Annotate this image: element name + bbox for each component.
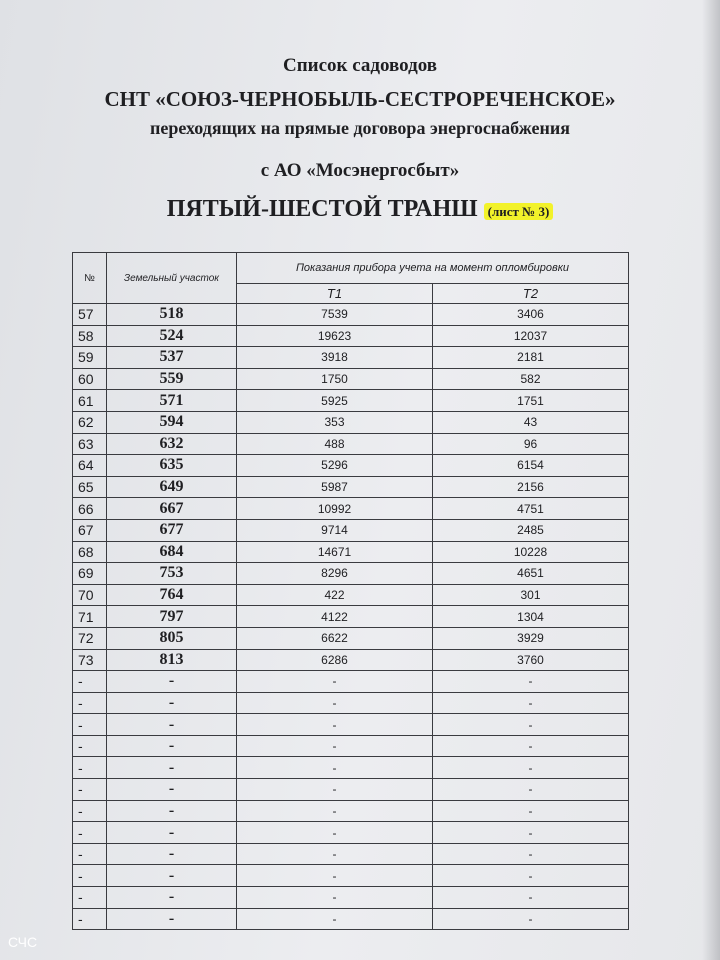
table-row (73, 411, 629, 433)
organization-name: СНТ «СОЮЗ-ЧЕРНОБЫЛЬ-СЕСТРОРЕЧЕНСКОЕ» (104, 87, 616, 111)
plot-number: 524 (107, 325, 237, 347)
plot-number: 684 (107, 541, 237, 563)
plot-number: 677 (107, 519, 237, 541)
reading-t2: - (433, 735, 629, 757)
row-number: - (73, 908, 107, 930)
plot-number: 813 (107, 649, 237, 671)
reading-t2: - (433, 714, 629, 736)
table-row (73, 606, 629, 628)
row-number: - (73, 779, 107, 801)
reading-t1: 7539 (237, 304, 433, 326)
plot-number: - (107, 908, 237, 930)
reading-t2: 1751 (433, 390, 629, 412)
row-number: 65 (73, 476, 107, 498)
reading-t1: - (237, 887, 433, 909)
table-row (73, 347, 629, 369)
table-row (73, 476, 629, 498)
reading-t1: - (237, 779, 433, 801)
plot-number: 649 (107, 476, 237, 498)
row-number: - (73, 843, 107, 865)
table-row (73, 455, 629, 477)
table-row (73, 563, 629, 585)
reading-t2: 4751 (433, 498, 629, 520)
table-row (73, 822, 629, 844)
watermark-text: СЧС (8, 934, 38, 950)
reading-t2: - (433, 843, 629, 865)
table-row (73, 433, 629, 455)
reading-t1: - (237, 908, 433, 930)
row-number: 63 (73, 433, 107, 455)
plot-number: - (107, 735, 237, 757)
reading-t2: 3406 (433, 304, 629, 326)
page-shadow-edge (702, 0, 720, 960)
table-row (73, 843, 629, 865)
table-row (73, 627, 629, 649)
readings-table (72, 252, 629, 930)
row-number: 60 (73, 368, 107, 390)
plot-number: - (107, 692, 237, 714)
plot-number: 667 (107, 498, 237, 520)
plot-number: 537 (107, 347, 237, 369)
reading-t2: 10228 (433, 541, 629, 563)
reading-t2: 96 (433, 433, 629, 455)
reading-t1: 8296 (237, 563, 433, 585)
row-number: - (73, 735, 107, 757)
row-number: - (73, 865, 107, 887)
reading-t1: 6286 (237, 649, 433, 671)
doc-title: Список садоводов (282, 55, 438, 76)
plot-number: 559 (107, 368, 237, 390)
reading-t2: - (433, 779, 629, 801)
reading-t1: - (237, 865, 433, 887)
row-number: 62 (73, 411, 107, 433)
row-number: 66 (73, 498, 107, 520)
reading-t1: - (237, 757, 433, 779)
row-number: - (73, 692, 107, 714)
row-number: 57 (73, 304, 107, 326)
row-number: - (73, 714, 107, 736)
row-number: - (73, 800, 107, 822)
row-number: 69 (73, 563, 107, 585)
table-row (73, 692, 629, 714)
table-row (73, 671, 629, 693)
reading-t2: - (433, 908, 629, 930)
row-number: 70 (73, 584, 107, 606)
plot-number: - (107, 779, 237, 801)
reading-t1: - (237, 735, 433, 757)
plot-number: - (107, 865, 237, 887)
reading-t1: 4122 (237, 606, 433, 628)
row-number: 71 (73, 606, 107, 628)
table-row (73, 887, 629, 909)
row-number: - (73, 887, 107, 909)
reading-t1: - (237, 692, 433, 714)
reading-t1: 19623 (237, 325, 433, 347)
reading-t2: - (433, 692, 629, 714)
reading-t1: 14671 (237, 541, 433, 563)
plot-number: 518 (107, 304, 237, 326)
col-header-plot: Земельный участок (107, 253, 237, 304)
row-number: 72 (73, 627, 107, 649)
col-header-readings: Показания прибора учета на момент опломбировки (237, 253, 629, 284)
table-row (73, 368, 629, 390)
reading-t2: 2156 (433, 476, 629, 498)
row-number: 68 (73, 541, 107, 563)
plot-number: 571 (107, 390, 237, 412)
col-header-num: № (73, 253, 107, 304)
reading-t1: 5296 (237, 455, 433, 477)
table-row (73, 498, 629, 520)
table-row (73, 390, 629, 412)
reading-t2: 2181 (433, 347, 629, 369)
plot-number: - (107, 671, 237, 693)
row-number: 59 (73, 347, 107, 369)
table-row (73, 519, 629, 541)
reading-t1: 353 (237, 411, 433, 433)
doc-subtitle: переходящих на прямые договора энергоснабжения (149, 118, 571, 138)
plot-number: 797 (107, 606, 237, 628)
reading-t2: 1304 (433, 606, 629, 628)
tranche-heading (0, 196, 720, 223)
reading-t1: 5987 (237, 476, 433, 498)
row-number: 58 (73, 325, 107, 347)
reading-t1: - (237, 671, 433, 693)
row-number: 67 (73, 519, 107, 541)
plot-number: - (107, 887, 237, 909)
reading-t1: - (237, 714, 433, 736)
reading-t2: 6154 (433, 455, 629, 477)
plot-number: - (107, 714, 237, 736)
row-number: 64 (73, 455, 107, 477)
plot-number: - (107, 822, 237, 844)
reading-t2: - (433, 800, 629, 822)
plot-number: 594 (107, 411, 237, 433)
table-row (73, 908, 629, 930)
reading-t1: - (237, 843, 433, 865)
reading-t1: 422 (237, 584, 433, 606)
tranche-title: ПЯТЫЙ-ШЕСТОЙ ТРАНШ (166, 196, 478, 222)
plot-number: - (107, 843, 237, 865)
reading-t1: 5925 (237, 390, 433, 412)
reading-t2: - (433, 757, 629, 779)
reading-t1: - (237, 822, 433, 844)
plot-number: - (107, 800, 237, 822)
table-row (73, 541, 629, 563)
reading-t1: 3918 (237, 347, 433, 369)
row-number: 61 (73, 390, 107, 412)
row-number: - (73, 671, 107, 693)
table-row (73, 735, 629, 757)
reading-t2: 43 (433, 411, 629, 433)
plot-number: 635 (107, 455, 237, 477)
provider-name: с АО «Мосэнергосбыт» (260, 160, 460, 181)
table-row (73, 779, 629, 801)
reading-t2: 4651 (433, 563, 629, 585)
plot-number: 805 (107, 627, 237, 649)
reading-t2: 301 (433, 584, 629, 606)
table-row (73, 649, 629, 671)
reading-t1: 1750 (237, 368, 433, 390)
reading-t1: - (237, 800, 433, 822)
reading-t1: 9714 (237, 519, 433, 541)
row-number: - (73, 822, 107, 844)
reading-t2: - (433, 671, 629, 693)
row-number: 73 (73, 649, 107, 671)
table-row (73, 714, 629, 736)
reading-t2: - (433, 822, 629, 844)
table-row (73, 865, 629, 887)
reading-t2: 3929 (433, 627, 629, 649)
plot-number: - (107, 757, 237, 779)
plot-number: 632 (107, 433, 237, 455)
reading-t2: - (433, 865, 629, 887)
reading-t1: 6622 (237, 627, 433, 649)
plot-number: 753 (107, 563, 237, 585)
table-row (73, 584, 629, 606)
reading-t2: 582 (433, 368, 629, 390)
reading-t2: 3760 (433, 649, 629, 671)
reading-t2: 12037 (433, 325, 629, 347)
reading-t2: 2485 (433, 519, 629, 541)
sheet-label-highlight: (лист № 3) (484, 203, 554, 220)
reading-t1: 488 (237, 433, 433, 455)
reading-t2: - (433, 887, 629, 909)
row-number: - (73, 757, 107, 779)
col-header-t2: Т2 (433, 284, 629, 304)
col-header-t1: Т1 (237, 284, 433, 304)
reading-t1: 10992 (237, 498, 433, 520)
table-row (73, 757, 629, 779)
table-row (73, 325, 629, 347)
table-row (73, 304, 629, 326)
table-row (73, 800, 629, 822)
plot-number: 764 (107, 584, 237, 606)
